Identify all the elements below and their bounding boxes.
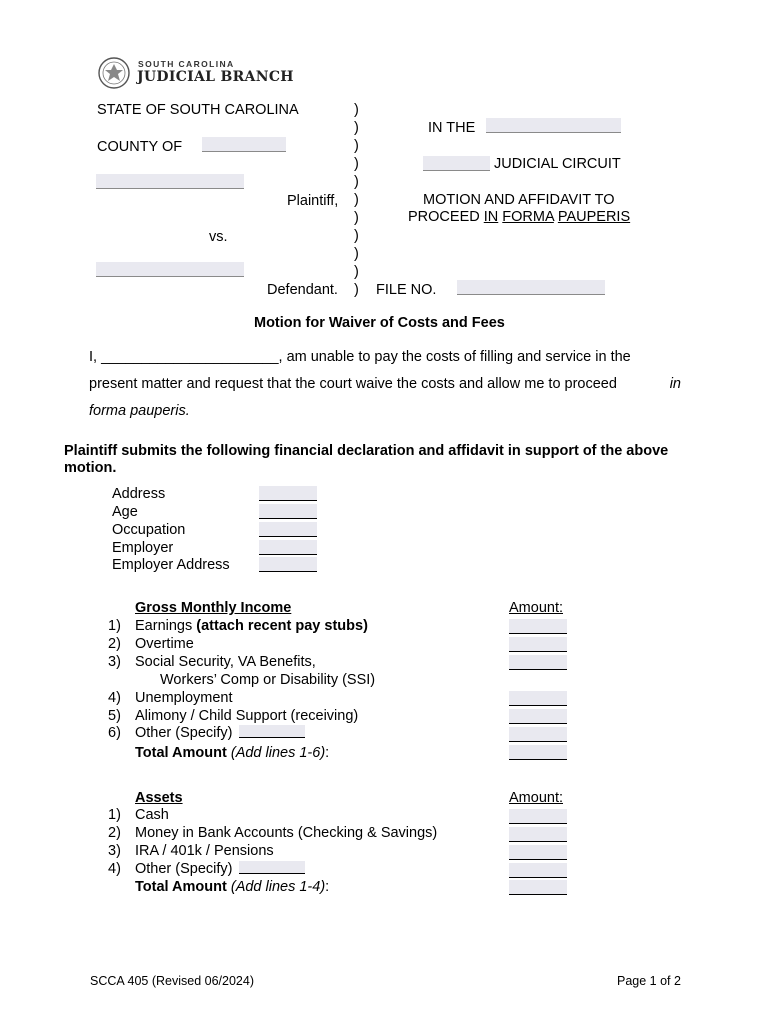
employer-address-label: Employer Address (112, 557, 230, 573)
income-item-overtime: Overtime (135, 636, 194, 652)
asset-item-num: 2) (108, 825, 121, 841)
in-the-label: IN THE (428, 120, 476, 136)
declarant-name-field[interactable]: ______________________ (101, 349, 279, 365)
income-item-num: 2) (108, 636, 121, 652)
address-field[interactable] (259, 486, 317, 501)
file-number-field[interactable] (457, 280, 605, 295)
defendant-name-field[interactable] (96, 262, 244, 277)
income-item-num: 3) (108, 654, 121, 670)
age-field[interactable] (259, 504, 317, 519)
county-field[interactable] (202, 137, 286, 152)
employer-field[interactable] (259, 540, 317, 555)
asset-item-num: 1) (108, 807, 121, 823)
assets-heading: Assets (135, 790, 183, 806)
asset-item-num: 3) (108, 843, 121, 859)
declaration-heading: Plaintiff submits the following financial declaration and affidavit in support of the above motion. (64, 443, 669, 476)
caption-paren: ) (354, 282, 359, 298)
asset-item-retirement: IRA / 401k / Pensions (135, 843, 274, 859)
income-other-amount-field[interactable] (509, 727, 567, 742)
bank-amount-field[interactable] (509, 827, 567, 842)
caption-paren: ) (354, 210, 359, 226)
section-title: Motion for Waiver of Costs and Fees (254, 315, 505, 331)
earnings-amount-field[interactable] (509, 619, 567, 634)
income-item-num: 6) (108, 725, 121, 741)
file-no-label: FILE NO. (376, 282, 437, 298)
unemployment-amount-field[interactable] (509, 691, 567, 706)
asset-item-cash: Cash (135, 807, 169, 823)
motion-paragraph: I, ______________________, am unable to pay the costs of filling and service in the present matter and request that the court waive the costs and allow me to proceed in forma pauperis. (89, 349, 681, 419)
logo-branch-text: JUDICIAL BRANCH (137, 69, 294, 85)
vs-label: vs. (209, 229, 228, 245)
income-amount-label: Amount: (509, 600, 563, 616)
occupation-label: Occupation (112, 522, 186, 538)
motion-title-line1: MOTION AND AFFIDAVIT TO (423, 192, 615, 208)
retirement-amount-field[interactable] (509, 845, 567, 860)
asset-item-bank: Money in Bank Accounts (Checking & Savings) (135, 825, 438, 841)
overtime-amount-field[interactable] (509, 637, 567, 652)
judicial-circuit-label: JUDICIAL CIRCUIT (494, 156, 621, 172)
income-item-other: Other (Specify) (135, 725, 305, 741)
employer-address-field[interactable] (259, 557, 317, 572)
form-id: SCCA 405 (Revised 06/2024) (90, 974, 254, 988)
income-item-earnings: Earnings (attach recent pay stubs) (135, 618, 368, 634)
occupation-field[interactable] (259, 522, 317, 537)
circuit-number-field[interactable] (423, 156, 490, 171)
alimony-amount-field[interactable] (509, 709, 567, 724)
address-label: Address (112, 486, 166, 502)
caption-paren: ) (354, 138, 359, 154)
assets-total-label: Total Amount (Add lines 1-4): (135, 879, 330, 895)
caption-paren: ) (354, 264, 359, 280)
income-other-specify-field[interactable] (239, 725, 305, 738)
income-item-alimony: Alimony / Child Support (receiving) (135, 708, 359, 724)
county-label: COUNTY OF (97, 139, 183, 155)
caption-paren: ) (354, 174, 359, 190)
plaintiff-name-field[interactable] (96, 174, 244, 189)
asset-other-amount-field[interactable] (509, 863, 567, 878)
income-item-num: 5) (108, 708, 121, 724)
caption-paren: ) (354, 192, 359, 208)
court-field[interactable] (486, 118, 621, 133)
social-security-amount-field[interactable] (509, 655, 567, 670)
employer-label: Employer (112, 540, 174, 556)
asset-item-other: Other (Specify) (135, 861, 305, 877)
plaintiff-label: Plaintiff, (287, 193, 339, 209)
caption-paren: ) (354, 156, 359, 172)
age-label: Age (112, 504, 138, 520)
assets-total-amount-field[interactable] (509, 880, 567, 895)
asset-item-num: 4) (108, 861, 121, 877)
caption-paren: ) (354, 246, 359, 262)
state-label: STATE OF SOUTH CAROLINA (97, 102, 299, 118)
assets-amount-label: Amount: (509, 790, 563, 806)
defendant-label: Defendant. (267, 282, 338, 298)
income-item-num: 1) (108, 618, 121, 634)
income-total-amount-field[interactable] (509, 745, 567, 760)
cash-amount-field[interactable] (509, 809, 567, 824)
caption-paren: ) (354, 102, 359, 118)
income-heading: Gross Monthly Income (135, 600, 292, 616)
caption-paren: ) (354, 120, 359, 136)
logo-state-text: SOUTH CAROLINA (138, 59, 235, 69)
caption-paren: ) (354, 228, 359, 244)
income-item-social-security-cont: Workers’ Comp or Disability (SSI) (160, 672, 376, 688)
judicial-seal-icon (98, 57, 130, 89)
income-item-social-security: Social Security, VA Benefits, (135, 654, 316, 670)
income-item-unemployment: Unemployment (135, 690, 233, 706)
motion-title-line2: PROCEED IN FORMA PAUPERIS (408, 209, 631, 225)
page-number: Page 1 of 2 (617, 974, 681, 988)
income-item-num: 4) (108, 690, 121, 706)
income-total-label: Total Amount (Add lines 1-6): (135, 745, 330, 761)
asset-other-specify-field[interactable] (239, 861, 305, 874)
